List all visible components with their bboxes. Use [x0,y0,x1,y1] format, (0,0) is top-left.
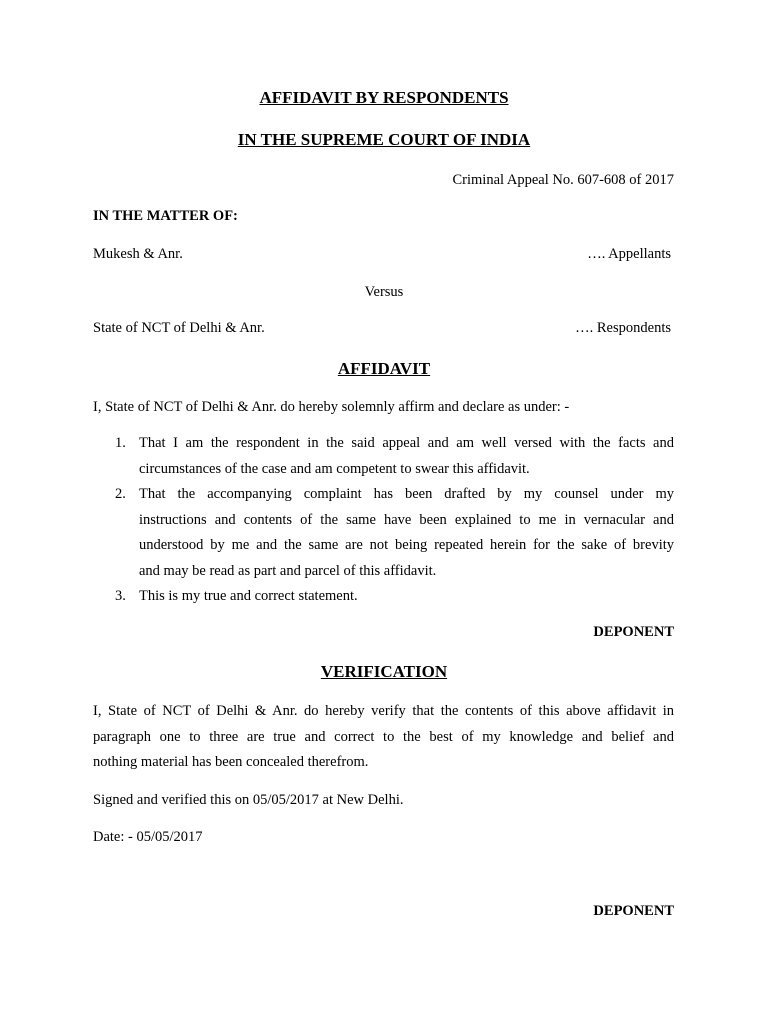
list-item [108,482,674,584]
list-item-number: 3. [115,588,126,604]
verification-line: paragraph one to three are true and correct to the best of my knowledge and belief and [93,728,674,745]
affidavit-heading: AFFIDAVIT [337,359,431,378]
list-item-line: instructions and contents of the same have been explained to me in vernacular and [139,511,674,528]
list-item-line: understood by me and the same are not being repeated herein for the sake of brevity [139,537,674,553]
list-item [108,431,674,482]
affidavit-deponent-label: DEPONENT [593,624,674,640]
versus-label: Versus [364,284,404,300]
list-item-line: circumstances of the case and am competent to swear this affidavit. [139,460,530,477]
signed-verified-line: Signed and verified this on 05/05/2017 at New Delhi. [93,792,404,808]
list-item-line: That the accompanying complaint has been drafted by my counsel under my [139,486,674,502]
affidavit-intro: I, State of NCT of Delhi & Anr. do hereby solemnly affirm and declare as under: - [93,399,570,415]
list-item-number: 1. [115,435,126,451]
case-number: Criminal Appeal No. 607-608 of 2017 [452,172,674,188]
affidavit-statements-list [108,431,674,610]
appellant-role: …. Appellants [587,246,671,262]
list-item-line: and may be read as part and parcel of this affidavit. [139,562,437,579]
verification-heading: VERIFICATION [320,662,448,681]
respondent-name: State of NCT of Delhi & Anr. [93,320,265,336]
matter-heading: IN THE MATTER OF: [93,208,238,224]
list-item-number: 2. [115,486,126,502]
list-item-line: That I am the respondent in the said appeal and am well versed with the facts and [139,435,674,451]
list-item [108,584,674,610]
date-line: Date: - 05/05/2017 [93,829,203,845]
verification-deponent-label: DEPONENT [593,903,674,919]
appellant-name: Mukesh & Anr. [93,246,183,262]
document-title: AFFIDAVIT BY RESPONDENTS [259,88,509,107]
respondent-role: …. Respondents [575,320,671,336]
list-item-line: This is my true and correct statement. [139,588,358,604]
verification-paragraph [93,699,674,776]
verification-line: I, State of NCT of Delhi & Anr. do hereby verify that the contents of this above affidavit in [93,703,674,719]
court-name: IN THE SUPREME COURT OF INDIA [237,130,531,149]
verification-line: nothing material has been concealed therefrom. [93,754,369,770]
